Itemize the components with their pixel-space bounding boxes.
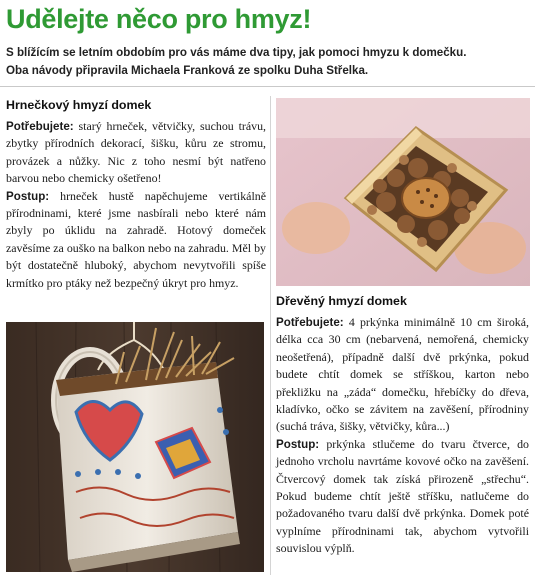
- materials-label: Potřebujete:: [276, 316, 344, 329]
- column-divider: [270, 96, 271, 575]
- steps-label: Postup:: [276, 437, 320, 451]
- header-divider: [0, 86, 535, 87]
- materials-text: starý hrneček, větvičky, suchou trávu, zbytky přírodních dekorací, šišku, kůru ze stromu, provázek a nůžky. Nic z toho nesmí být natřeno barvou nebo chemicky ošetřeno!: [6, 119, 266, 186]
- wooden-insect-house-photo: [276, 98, 530, 286]
- materials-text: 4 prkýnka minimálně 10 cm široká, délka cca 30 cm (nebarvená, nemořená, chemicky neošetřená), případně další dvě prkýnka, pokud budete chtít domek se stříškou, karton nebo překližku na „záda“ domečku, hřebíčky do dřeva, kladívko, očko se závitem na zavěšení, přírodniny (suchá tráva, šišky, větvičky, kůra...): [276, 315, 529, 434]
- steps-text: hrneček hustě napěchujeme vertikálně přírodninami, které jsme nasbírali nebo které nám zbyly po úklidu na zahradě. Hotový domeček zavěsíme za ouško na balkon nebo na zahradu. Měl by být dostatečně hluboký, abychom nevytvořili spíše krmítko pro ptáky než bezpečný úkryt pro hmyz.: [6, 188, 266, 290]
- wooden-house-heading: Dřevěný hmyzí domek: [276, 294, 407, 308]
- mug-insect-house-photo: [6, 322, 264, 572]
- article-title: Udělejte něco pro hmyz!: [6, 4, 312, 34]
- steps-label: Postup:: [6, 189, 50, 203]
- mug-house-section: [6, 96, 266, 292]
- intro-line: S blížícím se letním obdobím pro vás máme dva tipy, jak pomoci hmyzu k domečku.: [6, 46, 467, 59]
- steps-text: prkýnka stlučeme do tvaru čtverce, do jednoho vrcholu navrtáme kovové očko na zavěšení. Čtvercový domek tak získá přirozeně „střechu“. Pokud budeme chtít ještě stříšku, natlučeme do požadovaného tvaru další dvě prkýnka. Domek poté vyplníme přírodninami tak, abychom vytvořili souvislou výplň.: [276, 436, 529, 556]
- wooden-house-section: [276, 292, 529, 558]
- wooden-house-steps: [276, 436, 529, 558]
- mug-house-steps: [6, 188, 266, 292]
- mug-house-heading: Hrnečkový hmyzí domek: [6, 98, 152, 112]
- wooden-house-materials: [276, 314, 529, 436]
- intro-line: Oba návody připravila Michaela Franková ze spolku Duha Střelka.: [6, 64, 369, 77]
- article-intro: [6, 44, 530, 80]
- mug-house-materials: [6, 118, 266, 188]
- materials-label: Potřebujete:: [6, 120, 74, 133]
